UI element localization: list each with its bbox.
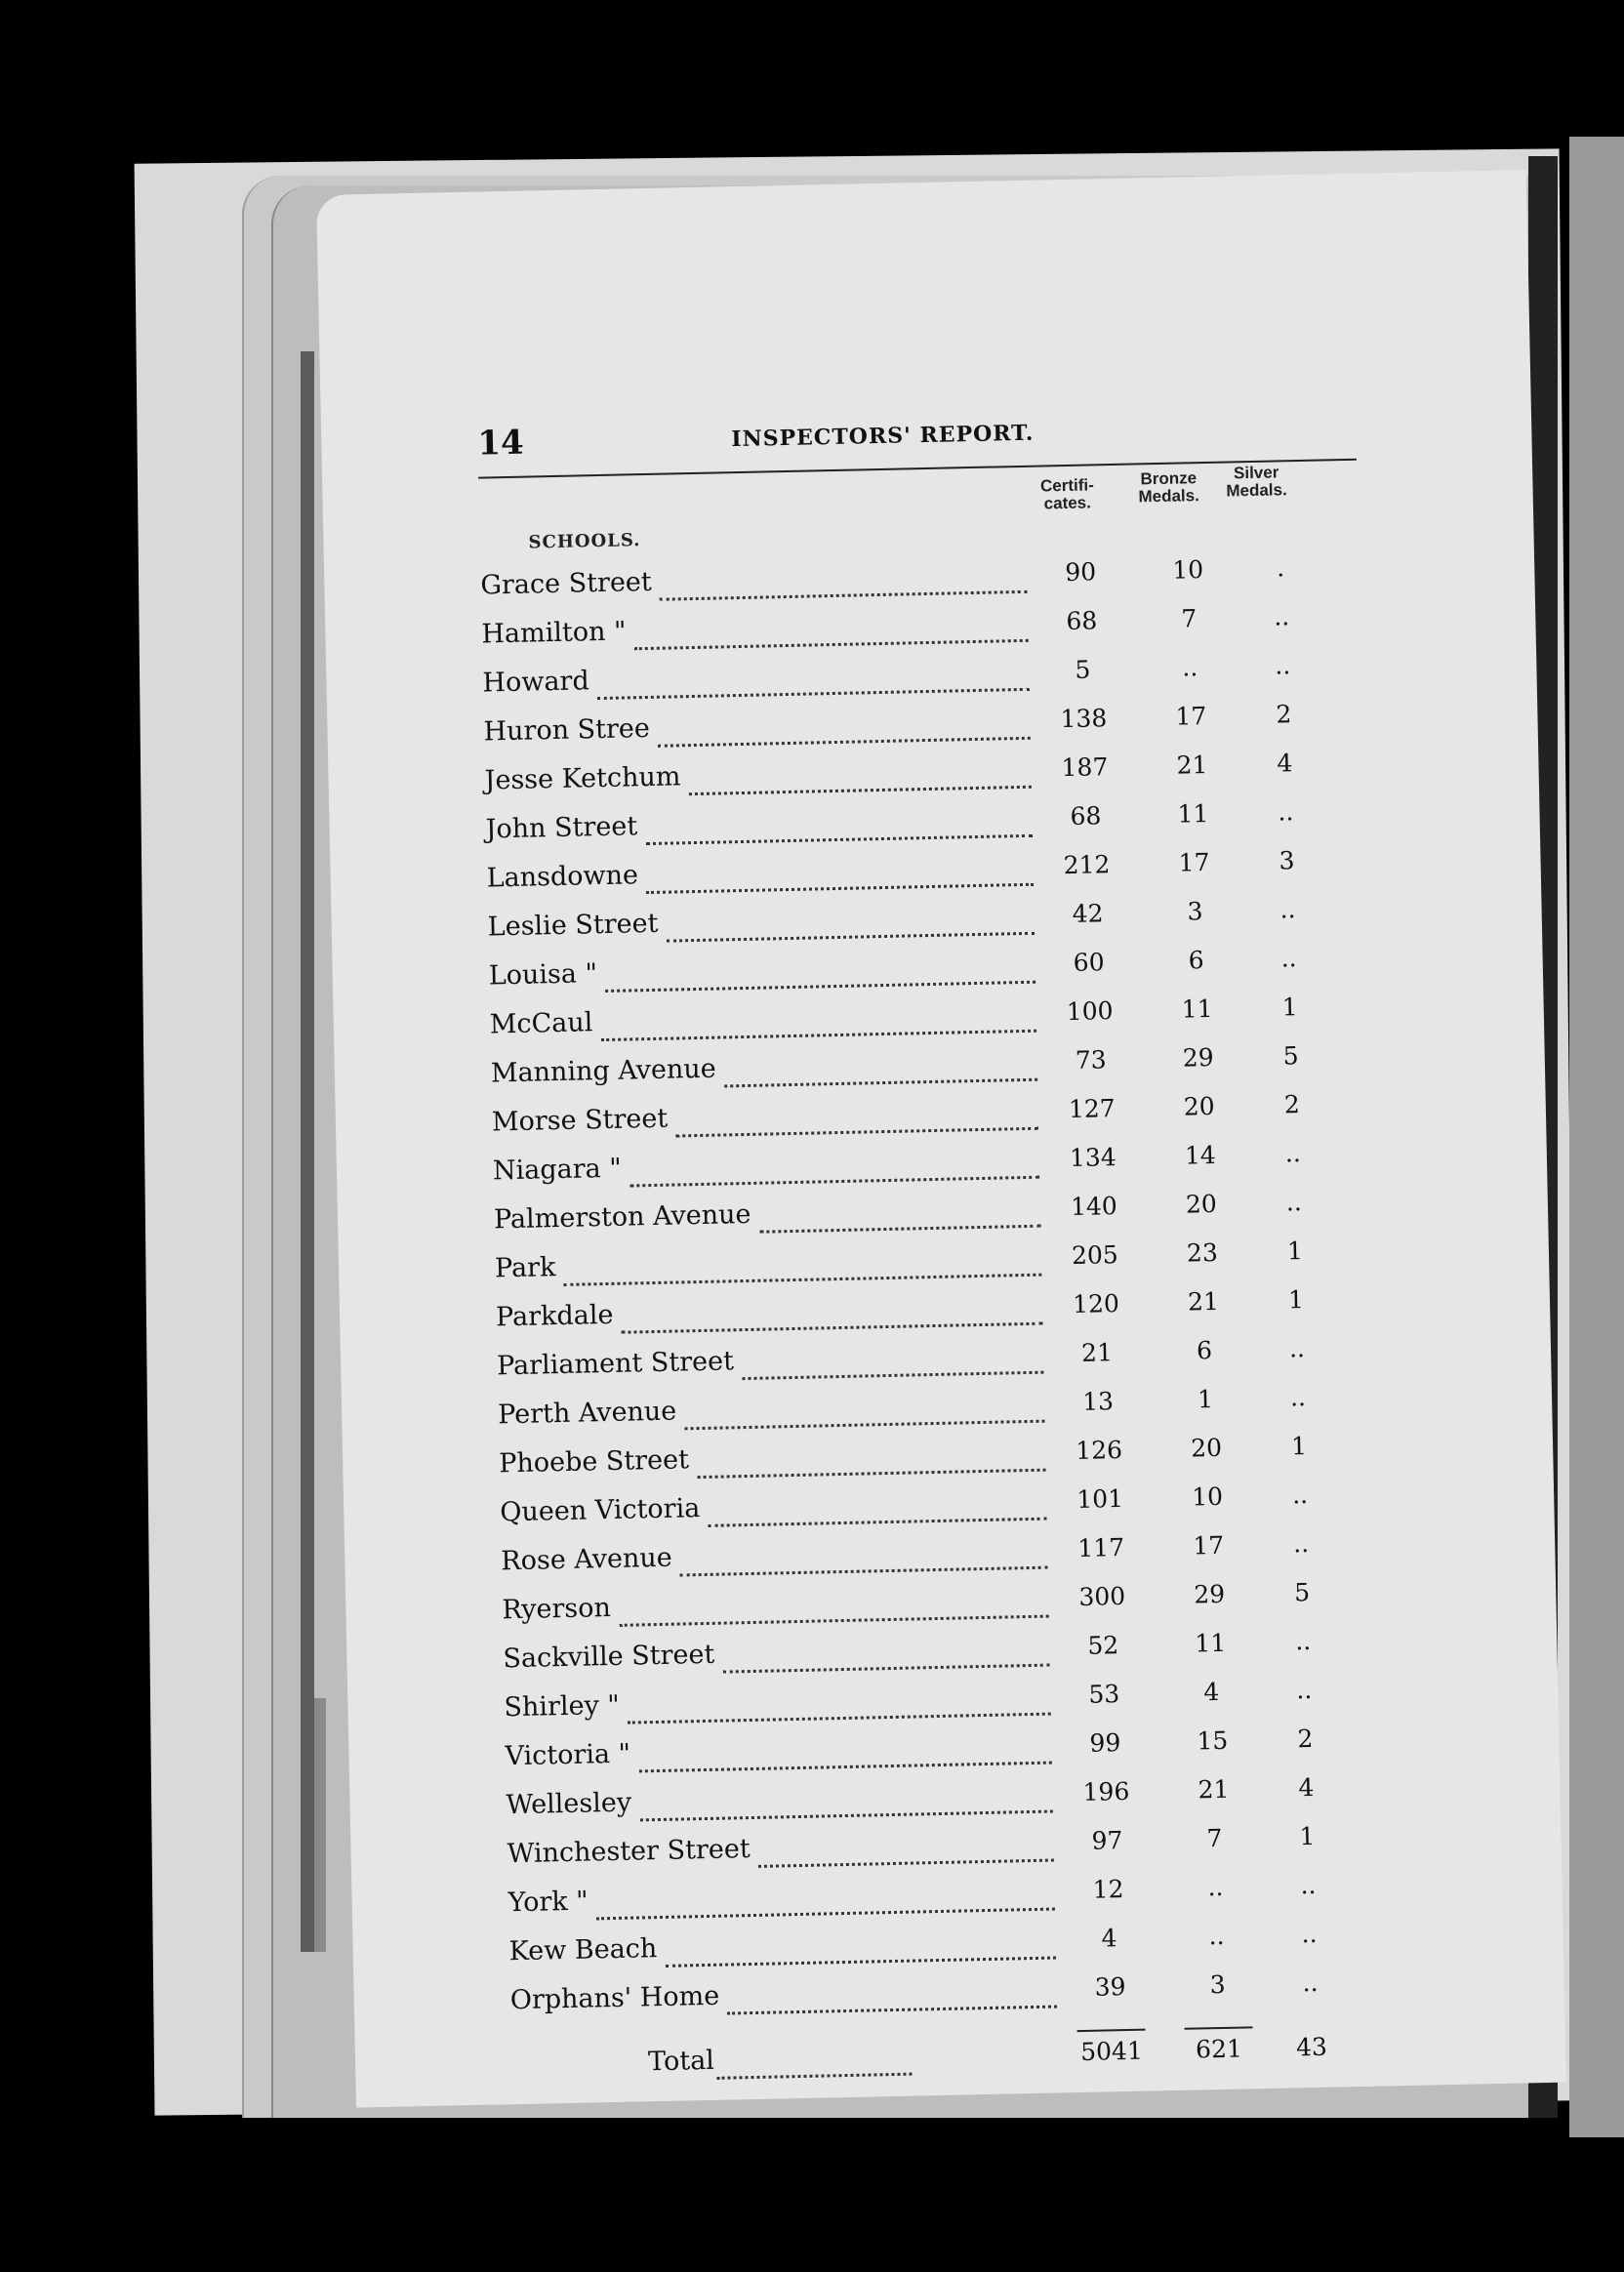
bronze-medals-cell: 21 [1187, 1286, 1220, 1317]
silver-medals-cell: 5 [1293, 1577, 1311, 1607]
certificates-cell: 99 [1089, 1728, 1121, 1758]
certificates-cell: 140 [1070, 1192, 1118, 1222]
silver-medals-cell: 1 [1281, 993, 1298, 1022]
bronze-medals-cell: 4 [1203, 1677, 1220, 1707]
certificates-cell: 138 [1060, 704, 1108, 734]
total-bronze-medals: 621 [1195, 2034, 1243, 2064]
leader-dots [724, 1049, 1038, 1088]
bronze-medals-cell: 3 [1187, 897, 1203, 926]
column-header-silver-medals: Silver Medals. [1226, 463, 1287, 501]
certificates-cell: 100 [1066, 996, 1114, 1027]
school-name: Palmerston Avenue [493, 1198, 751, 1236]
silver-medals-cell: .. [1275, 651, 1291, 680]
sum-rule [1077, 2029, 1146, 2032]
school-name: Perth Avenue [497, 1396, 677, 1431]
silver-medals-cell: 2 [1276, 700, 1292, 729]
certificates-cell: 196 [1082, 1776, 1130, 1806]
certificates-cell: 212 [1063, 850, 1111, 880]
silver-medals-cell: .. [1280, 944, 1297, 973]
bronze-medals-cell: 7 [1206, 1823, 1223, 1853]
book-spine-shadow [314, 1698, 326, 1952]
leader-dots [679, 1537, 1048, 1577]
certificates-cell: 187 [1061, 752, 1109, 783]
silver-medals-cell: 3 [1279, 846, 1295, 875]
silver-medals-cell: 4 [1298, 1772, 1315, 1803]
school-name: McCaul [489, 1007, 593, 1040]
leader-dots [645, 805, 1033, 845]
silver-medals-cell: .. [1288, 1334, 1306, 1363]
total-row [511, 2023, 1488, 2092]
school-name: Shirley " [504, 1689, 621, 1724]
total-certificates: 5041 [1079, 2036, 1144, 2067]
schools-table [480, 545, 1488, 2093]
school-name: Hamilton " [481, 616, 627, 650]
school-name: Leslie Street [487, 908, 659, 943]
school-name: Sackville Street [503, 1639, 715, 1675]
leader-dots [621, 1293, 1043, 1334]
certificates-cell: 120 [1072, 1289, 1120, 1319]
leader-dots [684, 1391, 1045, 1431]
silver-medals-cell: . [1276, 553, 1285, 583]
bronze-medals-cell: 20 [1185, 1189, 1218, 1219]
leader-dots [645, 854, 1034, 894]
leader-dots [657, 708, 1031, 748]
school-name: Parkdale [495, 1299, 614, 1333]
leader-dots [596, 659, 1030, 700]
running-title: INSPECTORS' REPORT. [731, 420, 1035, 453]
leader-dots [659, 561, 1028, 601]
school-name: Orphans' Home [509, 1980, 720, 2016]
bronze-medals-cell: 21 [1198, 1774, 1230, 1805]
bronze-medals-cell: 17 [1175, 702, 1207, 731]
bronze-medals-cell: 17 [1178, 847, 1210, 877]
leader-dots [697, 1440, 1046, 1479]
leader-dots [742, 1342, 1044, 1380]
certificates-cell: 126 [1075, 1435, 1123, 1465]
silver-medals-cell: .. [1300, 1870, 1317, 1900]
bronze-medals-cell: 7 [1181, 604, 1198, 633]
silver-medals-cell: .. [1285, 1188, 1303, 1217]
certificates-cell: 12 [1092, 1875, 1124, 1904]
school-name: Parliament Street [496, 1346, 735, 1382]
silver-medals-cell: .. [1294, 1626, 1312, 1656]
school-name: Louisa " [488, 958, 598, 992]
leader-dots [601, 1000, 1037, 1041]
school-name: Huron Stree [483, 712, 651, 748]
silver-medals-cell: .. [1284, 1139, 1302, 1168]
certificates-cell: 205 [1071, 1240, 1119, 1271]
leader-dots [633, 610, 1029, 650]
certificates-cell: 300 [1078, 1581, 1126, 1611]
bronze-medals-cell: 15 [1197, 1725, 1229, 1756]
bronze-medals-cell: 17 [1192, 1530, 1225, 1561]
bronze-medals-cell: 3 [1209, 1969, 1226, 2000]
column-header-schools: SCHOOLS. [528, 530, 641, 553]
silver-medals-cell: .. [1274, 602, 1290, 631]
school-name: Jesse Ketchum [484, 761, 681, 796]
leader-dots [629, 1147, 1040, 1188]
silver-medals-cell: .. [1289, 1383, 1307, 1412]
leader-dots [757, 1830, 1054, 1868]
bronze-medals-cell: 11 [1177, 798, 1209, 829]
school-name: Wellesley [506, 1787, 632, 1821]
certificates-cell: 13 [1081, 1387, 1115, 1416]
silver-medals-cell: 2 [1283, 1090, 1300, 1119]
certificates-cell: 68 [1070, 801, 1102, 831]
silver-medals-cell: 2 [1297, 1724, 1314, 1754]
bronze-medals-cell: .. [1182, 653, 1198, 682]
certificates-cell: 97 [1091, 1826, 1123, 1855]
school-name: Rose Avenue [501, 1542, 673, 1577]
page-header [477, 398, 1357, 475]
certificates-cell: 53 [1088, 1680, 1120, 1709]
school-name: Ryerson [502, 1592, 612, 1626]
school-name: Morse Street [491, 1103, 669, 1138]
school-name: Grace Street [480, 566, 653, 601]
silver-medals-cell: 1 [1287, 1285, 1305, 1315]
certificates-cell: 117 [1077, 1532, 1125, 1562]
silver-medals-cell: 5 [1282, 1041, 1299, 1071]
leader-dots [595, 1879, 1055, 1921]
leader-dots [708, 1488, 1047, 1527]
certificates-cell: 127 [1068, 1094, 1116, 1124]
certificates-cell: 39 [1094, 1972, 1126, 2002]
leader-dots [665, 1927, 1056, 1968]
silver-medals-cell: .. [1302, 1968, 1319, 1998]
certificates-cell: 60 [1073, 948, 1105, 977]
silver-medals-cell: .. [1291, 1481, 1309, 1510]
leader-dots [688, 756, 1032, 795]
silver-medals-cell: .. [1279, 895, 1296, 924]
leader-dots [716, 2044, 913, 2080]
silver-medals-cell: 1 [1299, 1821, 1316, 1851]
leader-dots [619, 1586, 1049, 1627]
total-silver-medals: 43 [1295, 2032, 1328, 2062]
certificates-cell: 42 [1072, 899, 1104, 928]
school-name: York " [508, 1886, 589, 1919]
bronze-medals-cell: 10 [1172, 555, 1204, 585]
silver-medals-cell: .. [1278, 797, 1294, 827]
facing-page-edge [1569, 137, 1624, 2137]
bronze-medals-cell: 23 [1186, 1237, 1219, 1268]
bronze-medals-cell: 1 [1197, 1385, 1214, 1414]
page-number: 14 [476, 423, 525, 464]
certificates-cell: 68 [1066, 606, 1098, 636]
column-header-bronze-medals: Bronze Medals. [1138, 468, 1200, 507]
school-name: Victoria " [505, 1738, 631, 1772]
bronze-medals-cell: 29 [1194, 1579, 1226, 1609]
bronze-medals-cell: 11 [1181, 994, 1213, 1024]
leader-dots [627, 1684, 1051, 1724]
school-name: Howard [482, 666, 590, 699]
certificates-cell: 5 [1075, 655, 1091, 684]
school-name: Queen Victoria [499, 1493, 701, 1528]
silver-medals-cell: .. [1292, 1529, 1310, 1559]
book-spine-shadow [301, 351, 314, 1952]
school-name: Lansdowne [486, 860, 639, 894]
bronze-medals-cell: 6 [1188, 946, 1204, 975]
bronze-medals-cell: .. [1207, 1872, 1224, 1902]
leader-dots [563, 1244, 1042, 1286]
certificates-cell: 90 [1065, 557, 1097, 588]
leader-dots [722, 1635, 1050, 1674]
bronze-medals-cell: .. [1208, 1921, 1225, 1951]
bronze-medals-cell: 21 [1176, 751, 1208, 780]
document-page [316, 170, 1566, 2108]
school-name: Kew Beach [508, 1933, 658, 1968]
silver-medals-cell: 4 [1277, 749, 1293, 778]
school-name: Phoebe Street [498, 1444, 690, 1480]
bronze-medals-cell: 20 [1190, 1433, 1223, 1463]
silver-medals-cell: .. [1296, 1675, 1313, 1705]
school-name: Niagara " [492, 1153, 623, 1187]
scanned-book [144, 137, 1569, 2128]
leader-dots [666, 903, 1035, 943]
bronze-medals-cell: 6 [1196, 1336, 1213, 1365]
leader-dots [675, 1098, 1039, 1138]
leader-dots [638, 1732, 1052, 1773]
certificates-cell: 21 [1080, 1338, 1114, 1367]
school-name: Winchester Street [507, 1834, 751, 1870]
bronze-medals-cell: 10 [1191, 1481, 1224, 1512]
school-name: John Street [485, 811, 638, 845]
certificates-cell: 52 [1087, 1631, 1119, 1660]
total-label: Total [647, 2045, 715, 2078]
leader-dots [759, 1196, 1041, 1234]
sum-rule [1185, 2026, 1253, 2029]
bronze-medals-cell: 11 [1195, 1628, 1227, 1658]
certificates-cell: 73 [1075, 1045, 1107, 1075]
bronze-medals-cell: 20 [1183, 1091, 1215, 1121]
certificates-cell: 4 [1101, 1924, 1117, 1953]
leader-dots [604, 952, 1035, 993]
certificates-cell: 134 [1069, 1143, 1116, 1173]
bronze-medals-cell: 14 [1184, 1140, 1217, 1170]
school-name: Manning Avenue [490, 1053, 716, 1089]
silver-medals-cell: 1 [1286, 1237, 1304, 1266]
certificates-cell: 101 [1076, 1483, 1124, 1514]
school-name: Park [494, 1252, 556, 1284]
leader-dots [639, 1781, 1053, 1822]
silver-medals-cell: .. [1301, 1919, 1318, 1949]
column-header-certificates: Certifi- cates. [1039, 475, 1094, 513]
silver-medals-cell: 1 [1290, 1432, 1308, 1461]
bronze-medals-cell: 29 [1182, 1042, 1214, 1073]
leader-dots [726, 1976, 1057, 2015]
